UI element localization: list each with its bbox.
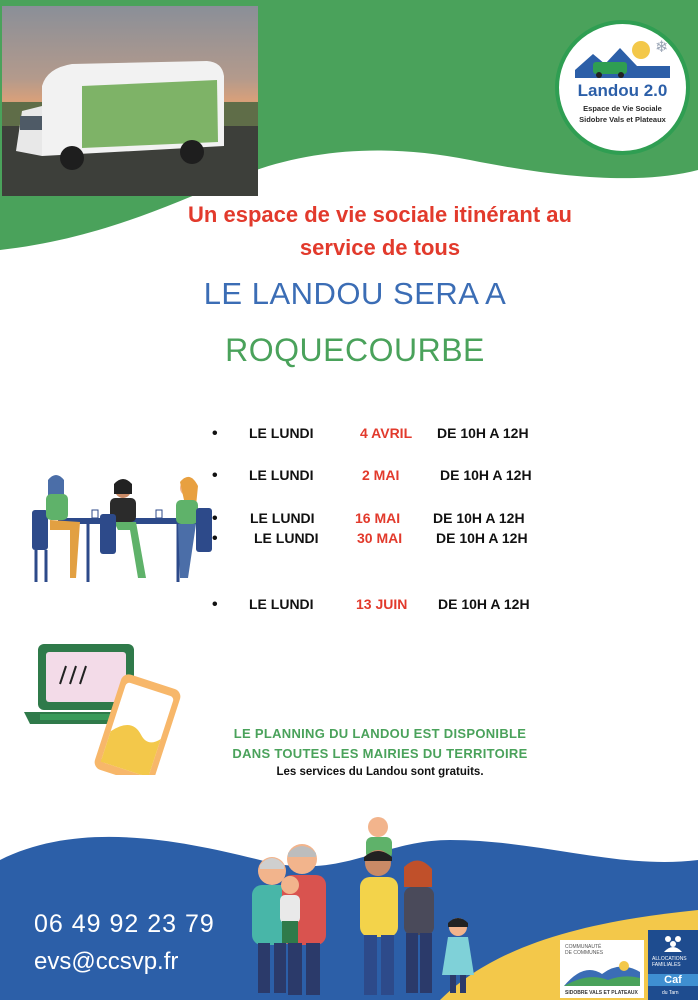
free-services-note: Les services du Landou sont gratuits. (276, 766, 484, 778)
schedule-day: LE LUNDI (250, 510, 315, 526)
schedule-day: LE LUNDI (249, 596, 314, 612)
family-illustration (238, 815, 488, 1000)
logo-subtitle-2: Sidobre Vals et Plateaux (579, 115, 666, 124)
schedule-hours: DE 10H A 12H (440, 467, 532, 483)
caf-line-4: du Tarn (662, 990, 679, 996)
landou-logo-illustration (575, 36, 670, 78)
title-town: ROQUECOURBE (225, 332, 485, 368)
bullet: • (212, 596, 218, 613)
logo-subtitle-1: Espace de Vie Sociale (583, 104, 662, 113)
bullet: • (212, 530, 218, 547)
schedule-date: 2 MAI (362, 467, 400, 483)
caf-logo (648, 930, 698, 1000)
schedule-hours: DE 10H A 12H (436, 530, 528, 546)
logo-title: Landou 2.0 (577, 81, 668, 100)
ccsvp-line-3: SIDOBRE VALS ET PLATEAUX (565, 990, 638, 996)
bullet: • (212, 510, 218, 527)
schedule-day: LE LUNDI (249, 425, 314, 441)
ccsvp-landscape-icon (564, 958, 640, 986)
phone-number[interactable]: 06 49 92 23 79 (34, 910, 215, 938)
caf-line-1: ALLOCATIONS (652, 956, 687, 962)
headline-line-1: Un espace de vie sociale itinérant au (188, 202, 572, 227)
planning-info (150, 724, 610, 764)
schedule-date: 13 JUIN (356, 596, 408, 612)
headline (120, 198, 640, 264)
bullet: • (212, 425, 218, 442)
schedule-date: 16 MAI (355, 510, 401, 526)
bullet: • (212, 467, 218, 484)
schedule-date: 30 MAI (357, 530, 403, 546)
caf-line-3: Caf (648, 974, 698, 986)
schedule-date: 4 AVRIL (360, 425, 413, 441)
van-photo (2, 6, 258, 196)
people-at-table-illustration (28, 470, 218, 588)
schedule-hours: DE 10H A 12H (438, 596, 530, 612)
ccsvp-line-1: COMMUNAUTÉ (565, 944, 602, 950)
schedule-row (0, 425, 698, 445)
email-address[interactable]: evs@ccsvp.fr (34, 948, 179, 975)
caf-family-icon (662, 934, 684, 952)
ccsvp-logo (560, 940, 644, 998)
planning-line-2: DANS TOUTES LES MAIRIES DU TERRITOIRE (232, 746, 528, 761)
schedule-day: LE LUNDI (254, 530, 319, 546)
schedule-hours: DE 10H A 12H (433, 510, 525, 526)
svg-text:❄: ❄ (655, 37, 669, 56)
headline-line-2: service de tous (299, 235, 461, 260)
landou-logo (555, 20, 690, 155)
schedule-day: LE LUNDI (249, 467, 314, 483)
caf-line-2: FAMILIALES (652, 962, 681, 968)
schedule-hours: DE 10H A 12H (437, 425, 529, 441)
ccsvp-line-2: DE COMMUNES (565, 950, 604, 956)
schedule-row (0, 596, 698, 616)
title-line-1: LE LANDOU SERA A (203, 276, 507, 311)
planning-line-1: LE PLANNING DU LANDOU EST DISPONIBLE (233, 726, 527, 741)
